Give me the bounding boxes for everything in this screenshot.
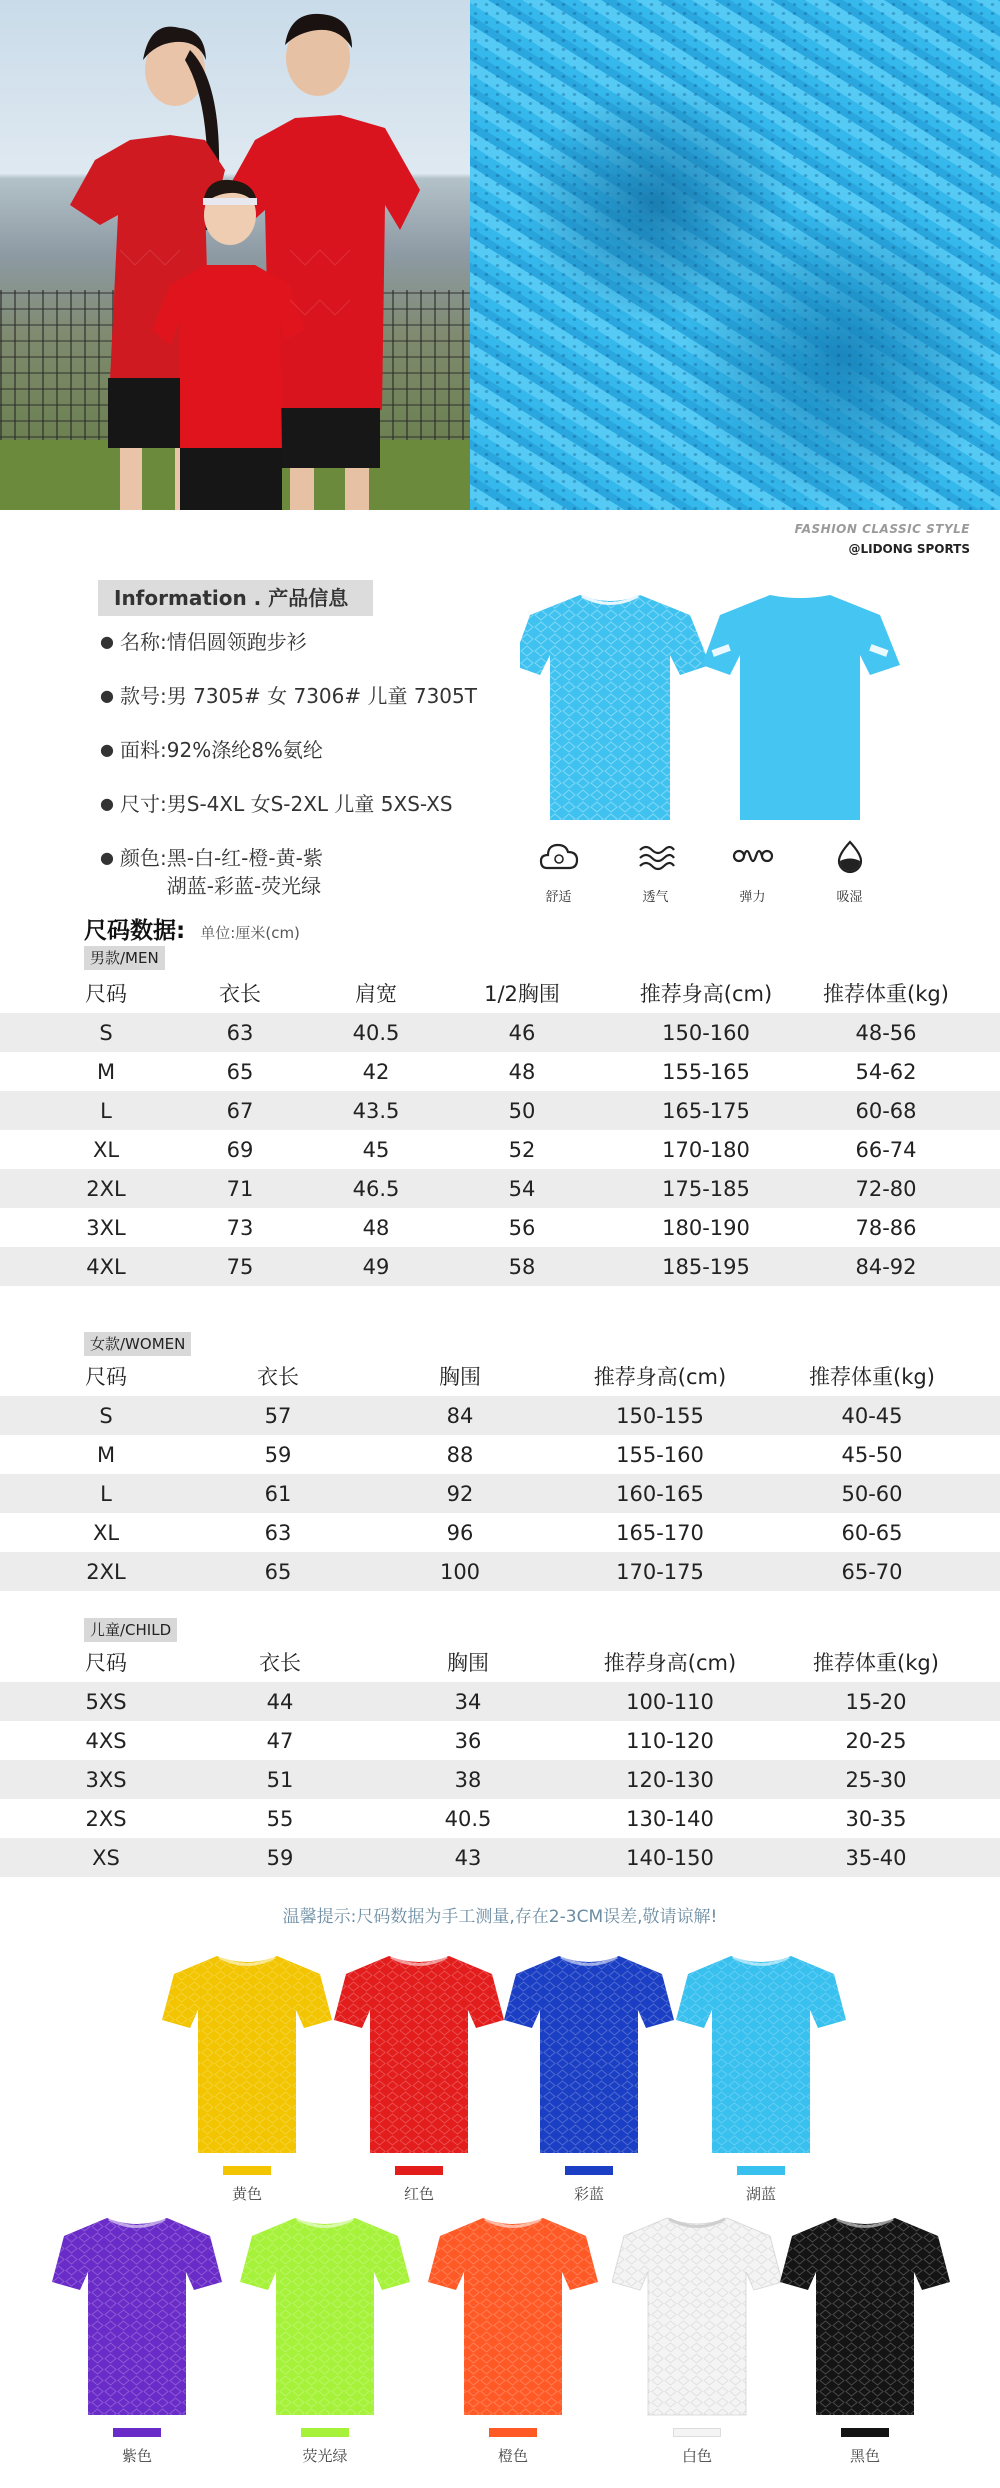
info-label: 尺寸: (120, 792, 167, 816)
table-row (0, 1513, 1000, 1552)
table-cell: 60-65 (841, 1520, 903, 1545)
table-cell: 59 (266, 1845, 294, 1870)
info-value: 92%涤纶8%氨纶 (166, 738, 323, 762)
table-cell: 2XL (86, 1559, 126, 1584)
women-size-table (0, 1356, 1000, 1591)
column-header: 衣长 (257, 1365, 299, 1389)
table-cell: 160-165 (616, 1481, 704, 1506)
table-cell: 155-165 (662, 1059, 750, 1084)
cloud-comfort-icon (539, 838, 579, 874)
table-cell: 47 (266, 1728, 294, 1753)
column-header: 尺码 (85, 982, 127, 1006)
table-cell: 150-160 (662, 1020, 750, 1045)
table-row (0, 1760, 1000, 1799)
table-row (0, 1396, 1000, 1435)
tshirt-icon (240, 2210, 410, 2420)
info-value: 黑-白-红-橙-黄-紫 (166, 846, 323, 870)
tshirt-icon (612, 2210, 782, 2420)
table-cell: 3XS (85, 1767, 127, 1792)
table-cell: XL (92, 1520, 120, 1545)
feature-label: 弹力 (739, 890, 766, 905)
column-header: 推荐身高(cm) (639, 982, 773, 1006)
table-cell: 150-155 (616, 1403, 704, 1428)
tshirt-icon (676, 1948, 846, 2158)
column-header: 胸围 (447, 1651, 489, 1675)
info-value: 情侣圆领跑步衫 (166, 630, 307, 654)
table-cell: 84-92 (855, 1254, 917, 1279)
table-cell: 170-180 (662, 1137, 750, 1162)
table-cell: 100-110 (626, 1689, 714, 1714)
feature-elastic (704, 838, 801, 905)
info-label: 颜色: (120, 846, 167, 870)
brand-tag (795, 522, 970, 556)
table-row (0, 1474, 1000, 1513)
color-bar (489, 2428, 537, 2437)
table-cell: 175-185 (662, 1176, 750, 1201)
table-cell: 140-150 (626, 1845, 714, 1870)
table-cell: 63 (264, 1520, 292, 1545)
mesh-texture (470, 0, 1000, 510)
feature-comfort (510, 838, 607, 905)
tshirt-icon (162, 1948, 332, 2158)
color-name: 橙色 (497, 2447, 528, 2465)
color-swatch[interactable] (612, 2210, 782, 2466)
table-cell: 165-175 (662, 1098, 750, 1123)
table-row (0, 1721, 1000, 1760)
child-size-table (0, 1642, 1000, 1877)
color-name: 湖蓝 (745, 2185, 776, 2203)
column-header: 胸围 (439, 1365, 481, 1389)
info-item-size (100, 790, 520, 818)
table-row (0, 1435, 1000, 1474)
info-value: 湖蓝-彩蓝-荧光绿 (166, 874, 322, 898)
table-cell: 58 (508, 1254, 536, 1279)
color-name: 荧光绿 (302, 2447, 348, 2465)
table-cell: L (100, 1481, 112, 1506)
table-row (0, 1013, 1000, 1052)
feature-label: 吸湿 (836, 890, 863, 905)
color-bar (395, 2166, 443, 2175)
table-cell: 52 (508, 1137, 536, 1162)
drop-absorb-icon (830, 838, 870, 874)
fabric-closeup (470, 0, 1000, 510)
table-cell: 185-195 (662, 1254, 750, 1279)
table-cell: 30-35 (845, 1806, 907, 1831)
color-name: 黑色 (849, 2447, 880, 2465)
table-row (0, 1169, 1000, 1208)
feature-label: 透气 (642, 890, 669, 905)
color-name: 红色 (403, 2185, 434, 2203)
table-cell: 48-56 (855, 1020, 917, 1045)
color-name: 白色 (681, 2447, 712, 2465)
table-cell: 44 (266, 1689, 294, 1714)
table-cell: 84 (446, 1403, 474, 1428)
table-cell: 69 (226, 1137, 254, 1162)
table-cell: 51 (266, 1767, 294, 1792)
table-cell: 165-170 (616, 1520, 704, 1545)
info-item-style (100, 682, 520, 710)
column-header: 推荐体重(kg) (809, 1365, 935, 1389)
color-swatch[interactable] (240, 2210, 410, 2466)
feature-label: 舒适 (545, 890, 572, 905)
table-cell: 59 (264, 1442, 292, 1467)
table-cell: 57 (264, 1403, 292, 1428)
table-cell: 55 (266, 1806, 294, 1831)
men-header-row (0, 973, 1000, 1013)
table-cell: 65-70 (841, 1559, 903, 1584)
models-illustration (0, 0, 470, 510)
table-cell: 120-130 (626, 1767, 714, 1792)
table-cell: 46 (508, 1020, 536, 1045)
info-list (100, 628, 520, 926)
table-cell: XS (92, 1845, 120, 1870)
table-cell: 3XL (86, 1215, 126, 1240)
color-swatch[interactable] (428, 2210, 598, 2466)
table-cell: 49 (362, 1254, 390, 1279)
feature-breathable (607, 838, 704, 905)
bullet: ● (100, 794, 114, 813)
table-cell: 5XS (85, 1689, 127, 1714)
table-cell: 73 (226, 1215, 254, 1240)
table-cell: 48 (362, 1215, 390, 1240)
info-item-name (100, 628, 520, 656)
table-cell: 35-40 (845, 1845, 907, 1870)
color-swatch[interactable] (334, 1948, 504, 2204)
info-item-fabric (100, 736, 520, 764)
column-header: 推荐身高(cm) (593, 1365, 727, 1389)
color-swatch[interactable] (52, 2210, 222, 2466)
table-cell: 54 (508, 1176, 536, 1201)
brand-slogan: FASHION CLASSIC STYLE (794, 522, 970, 536)
table-row (0, 1838, 1000, 1877)
table-cell: 34 (454, 1689, 482, 1714)
table-cell: 100 (439, 1559, 481, 1584)
column-header: 衣长 (259, 1651, 301, 1675)
table-row (0, 1247, 1000, 1286)
table-cell: 170-175 (616, 1559, 704, 1584)
table-cell: 45 (362, 1137, 390, 1162)
measurement-tip: 温馨提示:尺码数据为手工测量,存在2-3CM误差,敬请谅解! (282, 1907, 718, 1927)
table-row (0, 1130, 1000, 1169)
table-cell: 20-25 (845, 1728, 907, 1753)
table-cell: 71 (226, 1176, 254, 1201)
table-row (0, 1052, 1000, 1091)
color-swatch[interactable] (162, 1948, 332, 2204)
table-cell: 40-45 (841, 1403, 903, 1428)
shirt-back (702, 595, 900, 820)
info-value: 男S-4XL 女S-2XL 儿童 5XS-XS (166, 792, 453, 816)
table-row (0, 1799, 1000, 1838)
table-cell: 130-140 (626, 1806, 714, 1831)
table-cell: 48 (508, 1059, 536, 1084)
column-header: 推荐身高(cm) (603, 1651, 737, 1675)
shirt-front (520, 595, 710, 820)
table-cell: 4XS (85, 1728, 127, 1753)
table-cell: 66-74 (855, 1137, 917, 1162)
child-tag: 儿童/CHILD (84, 1618, 177, 1642)
size-unit: 单位:厘米(cm) (200, 924, 300, 942)
info-value: 男 7305# 女 7306# 儿童 7305T (166, 684, 477, 708)
table-cell: 2XS (85, 1806, 127, 1831)
table-cell: S (99, 1020, 113, 1045)
table-cell: M (96, 1059, 116, 1084)
table-row (0, 1208, 1000, 1247)
info-label: 面料: (120, 738, 167, 762)
info-title: Information . 产品信息 (98, 580, 373, 616)
brand-handle: @LIDONG SPORTS (848, 542, 970, 556)
color-bar (113, 2428, 161, 2437)
color-bar (565, 2166, 613, 2175)
column-header: 肩宽 (355, 982, 397, 1006)
color-swatch[interactable] (504, 1948, 674, 2204)
table-cell: 50-60 (841, 1481, 903, 1506)
column-header: 1/2胸围 (484, 982, 560, 1006)
bullet: ● (100, 848, 114, 867)
table-cell: 88 (446, 1442, 474, 1467)
table-cell: M (96, 1442, 116, 1467)
table-cell: 2XL (86, 1176, 126, 1201)
table-cell: 50 (508, 1098, 536, 1123)
bullet: ● (100, 740, 114, 759)
table-cell: 45-50 (841, 1442, 903, 1467)
table-cell: 40.5 (352, 1020, 400, 1045)
tshirt-icon (428, 2210, 598, 2420)
color-name: 彩蓝 (573, 2185, 604, 2203)
column-header: 推荐体重(kg) (823, 982, 949, 1006)
color-bar (223, 2166, 271, 2175)
models-photo (0, 0, 470, 510)
color-bar (673, 2428, 721, 2437)
table-cell: 46.5 (352, 1176, 400, 1201)
table-cell: 78-86 (855, 1215, 917, 1240)
table-row (0, 1091, 1000, 1130)
bullet: ● (100, 632, 114, 651)
spring-elastic-icon (731, 838, 775, 874)
women-tag: 女款/WOMEN (84, 1332, 191, 1356)
table-cell: 60-68 (855, 1098, 917, 1123)
column-header: 尺码 (85, 1365, 127, 1389)
table-cell: S (99, 1403, 113, 1428)
table-cell: 65 (226, 1059, 254, 1084)
table-cell: 61 (264, 1481, 292, 1506)
table-row (0, 1552, 1000, 1591)
table-cell: 42 (362, 1059, 390, 1084)
column-header: 尺码 (85, 1651, 127, 1675)
column-header: 推荐体重(kg) (813, 1651, 939, 1675)
color-bar (841, 2428, 889, 2437)
table-cell: 43.5 (352, 1098, 400, 1123)
wave-breathable-icon (636, 838, 676, 874)
table-cell: 36 (454, 1728, 482, 1753)
table-cell: XL (92, 1137, 120, 1162)
table-cell: 4XL (86, 1254, 126, 1279)
table-cell: 43 (454, 1845, 482, 1870)
feature-absorb (801, 838, 898, 905)
color-swatch[interactable] (676, 1948, 846, 2204)
feature-icons (510, 838, 920, 905)
table-cell: 56 (508, 1215, 536, 1240)
table-cell: L (100, 1098, 112, 1123)
shirt-front-back-views (520, 585, 900, 830)
bullet: ● (100, 686, 114, 705)
men-size-table (0, 973, 1000, 1286)
table-row (0, 1682, 1000, 1721)
info-item-color (100, 844, 520, 900)
table-cell: 72-80 (855, 1176, 917, 1201)
table-cell: 25-30 (845, 1767, 907, 1792)
info-label: 款号: (120, 684, 167, 708)
hero-banner (0, 0, 1000, 510)
tshirt-icon (504, 1948, 674, 2158)
color-bar (301, 2428, 349, 2437)
women-header-row (0, 1356, 1000, 1396)
table-cell: 15-20 (845, 1689, 907, 1714)
table-cell: 54-62 (855, 1059, 917, 1084)
table-cell: 92 (446, 1481, 474, 1506)
table-cell: 180-190 (662, 1215, 750, 1240)
info-label: 名称: (120, 630, 167, 654)
table-cell: 40.5 (444, 1806, 492, 1831)
size-chart-title (84, 912, 300, 945)
table-cell: 110-120 (626, 1728, 714, 1753)
table-cell: 155-160 (616, 1442, 704, 1467)
table-cell: 67 (226, 1098, 254, 1123)
table-cell: 65 (264, 1559, 292, 1584)
color-name: 紫色 (121, 2447, 152, 2465)
tshirt-icon (52, 2210, 222, 2420)
table-cell: 75 (226, 1254, 254, 1279)
tshirt-icon (780, 2210, 950, 2420)
table-cell: 63 (226, 1020, 254, 1045)
color-name: 黄色 (231, 2185, 262, 2203)
table-cell: 96 (446, 1520, 474, 1545)
child-header-row (0, 1642, 1000, 1682)
color-swatch[interactable] (780, 2210, 950, 2466)
tshirt-icon (334, 1948, 504, 2158)
size-title-text: 尺码数据: (84, 918, 186, 944)
table-cell: 38 (454, 1767, 482, 1792)
color-bar (737, 2166, 785, 2175)
men-tag: 男款/MEN (84, 946, 165, 970)
column-header: 衣长 (219, 982, 261, 1006)
